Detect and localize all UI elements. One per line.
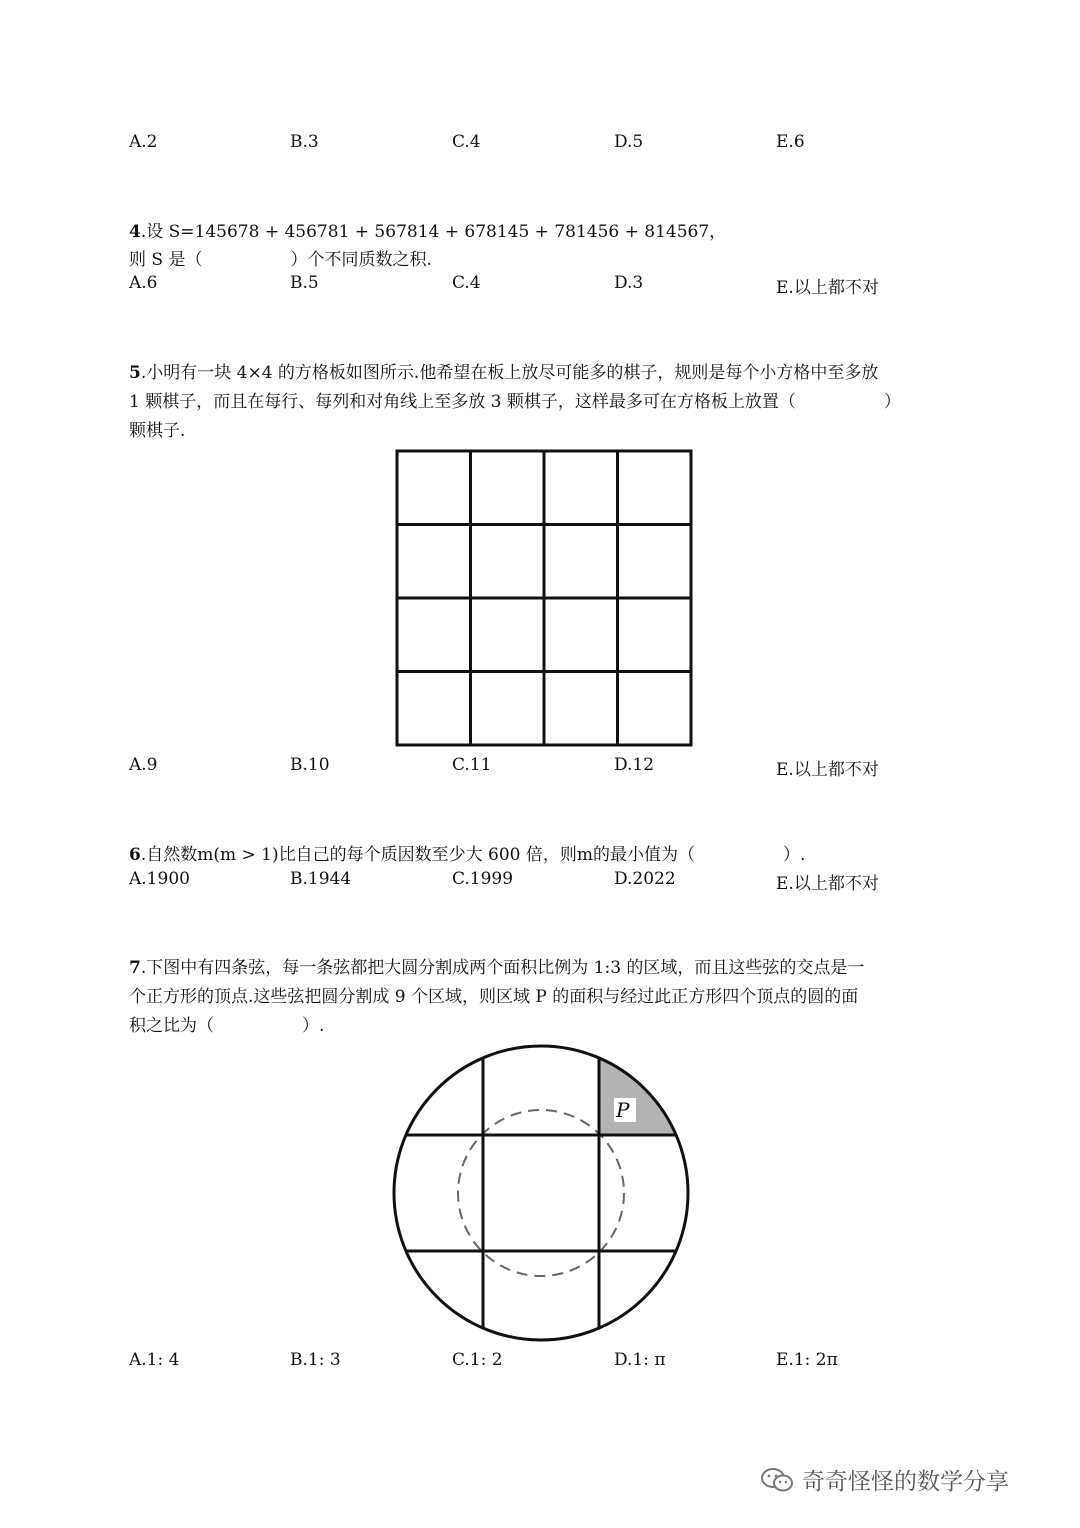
q5-options [0, 755, 1080, 781]
q5-line-2 [129, 387, 901, 412]
watermark-text: 奇奇怪怪的数学分享 [802, 1469, 1009, 1495]
q5-line-3 [129, 416, 185, 441]
q4-option-c: C.4 [452, 273, 481, 293]
q4-line-2 [129, 245, 432, 270]
q4-options [0, 273, 1080, 299]
q7-option-e: E.1: 2π [776, 1350, 838, 1370]
q4-option-e: E.以上都不对 [776, 278, 879, 298]
q5-line-1 [129, 358, 878, 383]
q7-line-1 [129, 953, 864, 978]
q4-text-2a: 则 S 是（ [129, 250, 203, 270]
q7-text-3a: 积之比为（ [129, 1016, 214, 1036]
q5-text-3: 颗棋子. [129, 421, 186, 441]
q4-option-d: D.3 [614, 273, 644, 293]
q6-option-d: D.2022 [614, 869, 676, 889]
q6-text-1b: ）. [783, 845, 806, 865]
q5-option-d: D.12 [614, 755, 655, 775]
q5-text-1: .小明有一块 4×4 的方格板如图所示.他希望在板上放尽可能多的棋子，规则是每个小方格中至多放 [140, 363, 879, 383]
q7-line-3 [129, 1011, 324, 1036]
q7-number: 7 [129, 958, 141, 978]
q3-option-d: D.5 [614, 132, 644, 152]
q5-number: 5 [129, 363, 141, 383]
q7-text-2: 个正方形的顶点.这些弦把圆分割成 9 个区域，则区域 P 的面积与经过此正方形四个顶点的圆的面 [129, 987, 859, 1007]
big-circle [394, 1046, 688, 1340]
q3-option-e: E.6 [776, 132, 805, 152]
q5-option-e: E.以上都不对 [776, 760, 879, 780]
circle-chords-figure [390, 1044, 692, 1344]
q4-text-1: .设 S=145678 + 456781 + 567814 + 678145 + 781456 + 814567， [140, 222, 727, 242]
q7-line-2 [129, 982, 858, 1007]
q7-options [0, 1350, 1080, 1376]
q7-option-b: B.1: 3 [290, 1350, 341, 1370]
watermark [760, 1463, 1009, 1496]
q3-option-c: C.4 [452, 132, 481, 152]
wechat-icon [760, 1467, 794, 1493]
q6-option-b: B.1944 [290, 869, 352, 889]
q6-number: 6 [129, 845, 141, 865]
q5-text-2a: 1 颗棋子，而且在每行、每列和对角线上至多放 3 颗棋子，这样最多可在方格板上放置（ [129, 392, 796, 412]
q6-options [0, 869, 1080, 895]
q7-option-a: A.1: 4 [129, 1350, 180, 1370]
q4-number: 4 [129, 222, 141, 242]
q7-option-d: D.1: π [614, 1350, 666, 1370]
q5-text-2b: ） [883, 392, 901, 412]
q7-text-3b: ）. [302, 1016, 325, 1036]
region-p-label: P [616, 1098, 630, 1122]
grid-board-4x4 [395, 449, 693, 747]
q5-option-c: C.11 [452, 755, 492, 775]
q4-line-1 [129, 217, 726, 242]
q5-option-b: B.10 [290, 755, 330, 775]
q7-text-1: .下图中有四条弦，每一条弦都把大圆分割成两个面积比例为 1:3 的区域，而且这些弦的交点是一 [140, 958, 865, 978]
q3-options [0, 132, 1080, 158]
q4-option-a: A.6 [129, 273, 158, 293]
q4-text-2b: ）个不同质数之积. [290, 250, 432, 270]
q6-text-1a: .自然数m(m > 1)比自己的每个质因数至少大 600 倍，则m的最小值为（ [140, 845, 695, 865]
q3-option-b: B.3 [290, 132, 319, 152]
q6-option-a: A.1900 [129, 869, 190, 889]
q6-line-1 [129, 840, 805, 865]
q7-option-c: C.1: 2 [452, 1350, 503, 1370]
q5-option-a: A.9 [129, 755, 158, 775]
q3-option-a: A.2 [129, 132, 158, 152]
q6-option-c: C.1999 [452, 869, 514, 889]
q6-option-e: E.以上都不对 [776, 874, 879, 894]
q4-option-b: B.5 [290, 273, 319, 293]
